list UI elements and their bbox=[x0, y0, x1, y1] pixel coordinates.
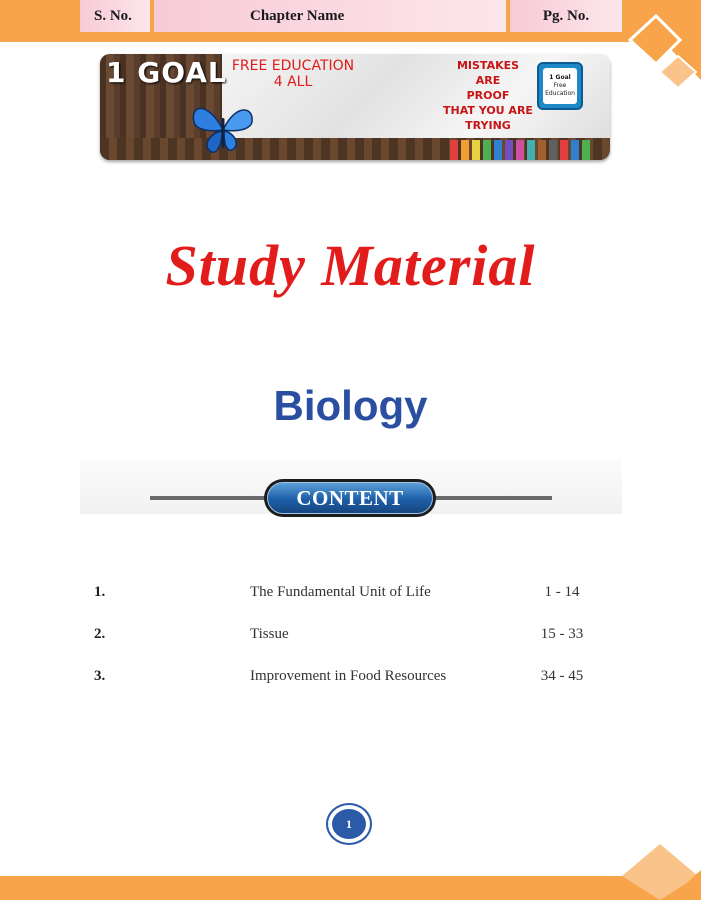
butterfly-icon bbox=[188, 100, 258, 156]
subject-title: Biology bbox=[273, 382, 428, 429]
banner-pencils bbox=[450, 140, 610, 160]
row-pages: 34 - 45 bbox=[540, 668, 584, 684]
tablet-logo-line: 1 Goal bbox=[549, 74, 571, 81]
bottom-right-corner-decoration bbox=[618, 840, 701, 900]
row-chapter: Improvement in Food Resources bbox=[250, 668, 447, 684]
row-sno: 3. bbox=[94, 668, 106, 684]
banner-tagline-line-2: 4 ALL bbox=[273, 74, 313, 90]
row-pages: 1 - 14 bbox=[544, 584, 580, 600]
banner-tagline-line-1: FREE EDUCATION bbox=[231, 58, 355, 74]
banner-motto-line: MISTAKES bbox=[456, 59, 520, 72]
row-pages: 15 - 33 bbox=[540, 626, 584, 642]
tablet-logo-icon bbox=[537, 62, 583, 110]
tablet-logo-line: Free bbox=[553, 82, 567, 89]
tablet-logo-screen bbox=[543, 68, 577, 104]
row-chapter: The Fundamental Unit of Life bbox=[250, 584, 431, 600]
banner-tagline bbox=[228, 58, 358, 90]
table-row bbox=[0, 668, 701, 692]
table-row bbox=[0, 584, 701, 608]
row-sno: 2. bbox=[94, 626, 106, 642]
content-heading bbox=[264, 479, 436, 517]
page-number: 1 bbox=[332, 809, 366, 839]
top-right-corner-decoration bbox=[612, 0, 701, 100]
banner-motto-line: ARE bbox=[475, 74, 501, 87]
row-chapter: Tissue bbox=[250, 626, 289, 642]
table-row bbox=[0, 626, 701, 650]
banner-motto-line: TRYING bbox=[465, 119, 511, 132]
banner-motto-line: THAT YOU ARE bbox=[443, 104, 533, 117]
table-header-sno: S. No. bbox=[80, 0, 150, 32]
table-header-pages: Pg. No. bbox=[510, 0, 622, 32]
row-sno: 1. bbox=[94, 584, 106, 600]
bottom-accent-bar bbox=[0, 876, 701, 900]
page-number-badge bbox=[326, 803, 372, 845]
table-header-chapter: Chapter Name bbox=[154, 0, 506, 32]
banner-motto-line: PROOF bbox=[466, 89, 510, 102]
banner-logo: 1 GOAL bbox=[106, 56, 227, 89]
banner-motto bbox=[436, 58, 540, 133]
header-banner bbox=[100, 54, 610, 160]
tablet-logo-line: Education bbox=[545, 90, 575, 97]
content-heading-label: CONTENT bbox=[267, 482, 433, 514]
document-title: Study Material bbox=[165, 233, 536, 298]
